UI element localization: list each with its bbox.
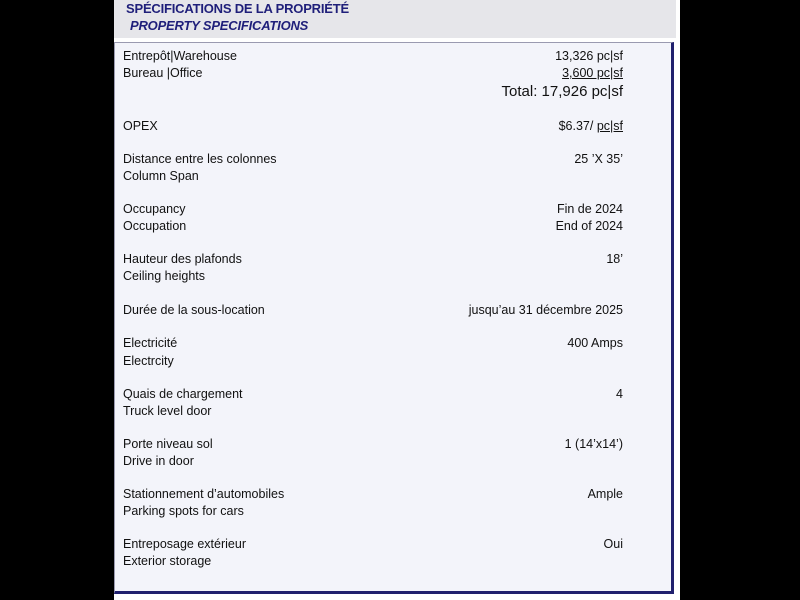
opex-label: OPEX <box>123 119 158 133</box>
spec-label-en: Parking spots for cars <box>123 504 244 518</box>
spec-value: 18’ <box>606 252 623 266</box>
opex-value <box>559 119 623 133</box>
spec-value: 400 Amps <box>567 336 623 350</box>
spec-label-fr: Distance entre les colonnes <box>123 152 277 166</box>
spec-label-fr: Stationnement d’automobiles <box>123 487 285 501</box>
opex-amount: $6.37/ <box>558 119 594 133</box>
warehouse-label: Entrepôt|Warehouse <box>123 49 237 63</box>
spec-value: jusqu’au 31 décembre 2025 <box>468 303 623 317</box>
office-value: 3,600 pc|sf <box>562 66 623 80</box>
spec-label-en: Drive in door <box>123 454 194 468</box>
spec-value: Fin de 2024 <box>556 202 623 216</box>
spec-label-fr: Electricité <box>123 336 178 350</box>
spec-value: 1 (14’x14’) <box>564 437 623 451</box>
spec-label-en: Occupation <box>123 219 187 233</box>
opex-unit: pc|sf <box>596 119 623 133</box>
title-french: SPÉCIFICATIONS DE LA PROPRIÉTÉ <box>126 1 349 16</box>
office-label: Bureau |Office <box>123 66 203 80</box>
spec-label-fr: Hauteur des plafonds <box>123 252 242 266</box>
spec-value: Oui <box>603 537 623 551</box>
title-english: PROPERTY SPECIFICATIONS <box>130 18 309 33</box>
spec-value: Ample <box>587 487 623 501</box>
document-page <box>114 0 680 600</box>
spec-label-en: Column Span <box>123 169 199 183</box>
section-header <box>114 0 676 38</box>
spec-value: 25 ’X 35’ <box>574 152 623 166</box>
spec-label-fr: Entreposage extérieur <box>123 537 246 551</box>
total-area: Total: 17,926 pc|sf <box>501 83 623 100</box>
spec-label-en: Exterior storage <box>123 554 212 568</box>
spec-label-en: Truck level door <box>123 404 212 418</box>
spec-label-en: Ceiling heights <box>123 269 205 283</box>
spec-label-fr: Occupancy <box>123 202 186 216</box>
specifications-card <box>114 42 674 594</box>
warehouse-value: 13,326 pc|sf <box>555 49 623 63</box>
spec-label-fr: Quais de chargement <box>123 387 243 401</box>
spec-value-secondary: End of 2024 <box>555 219 623 233</box>
spec-value: 4 <box>616 387 623 401</box>
spec-label-en: Electrcity <box>123 354 174 368</box>
spec-label-fr: Porte niveau sol <box>123 437 213 451</box>
spec-label-fr: Durée de la sous-location <box>123 303 265 317</box>
